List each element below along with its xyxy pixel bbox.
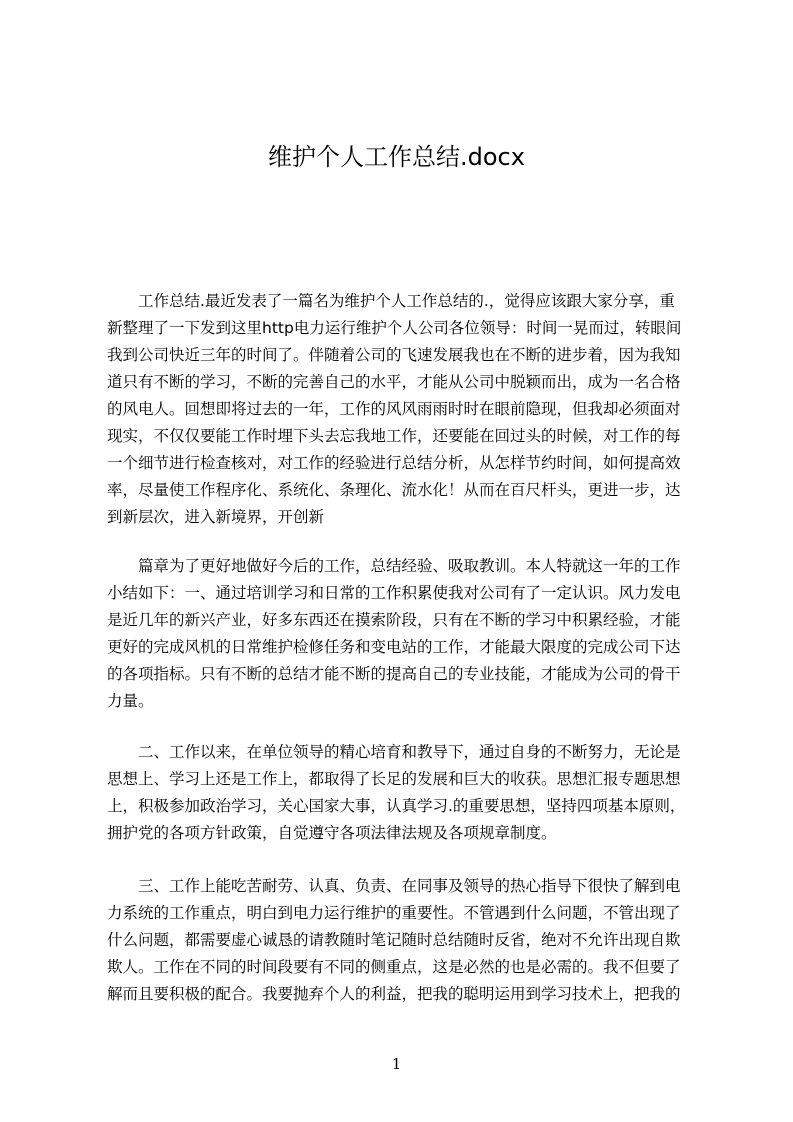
paragraph-1 bbox=[107, 288, 699, 531]
document-title: 维护个人工作总结.docx bbox=[268, 143, 525, 171]
text-line: 道只有不断的学习，不断的完善自己的水平，才能从公司中脱颖而出，成为一名合格 bbox=[107, 373, 681, 391]
page-number: 1 bbox=[391, 1055, 402, 1073]
text-line: 力量。 bbox=[107, 692, 154, 710]
text-line: 上，积极参加政治学习，关心国家大事，认真学习.的重要思想，坚持四项基本原则， bbox=[107, 797, 686, 815]
text-line: 率，尽量使工作程序化、系统化、条理化、流水化！从而在百尺杆头，更进一步，达 bbox=[107, 481, 681, 499]
text-line: 解而且要积极的配合。我要抛弃个人的利益，把我的聪明运用到学习技术上，把我的 bbox=[107, 985, 681, 1003]
text-line: 我到公司快近三年的时间了。伴随着公司的飞速发展我也在不断的进步着，因为我知 bbox=[107, 346, 681, 364]
text-line: 的风电人。回想即将过去的一年，工作的风风雨雨时时在眼前隐现，但我却必须面对 bbox=[107, 400, 681, 418]
text-line: 什么问题，都需要虚心诚恳的请教随时笔记随时总结随时反省，绝对不允许出现自欺 bbox=[107, 931, 681, 949]
text-line: 一个细节进行检查核对，对工作的经验进行总结分析，从怎样节约时间，如何提高效 bbox=[107, 454, 681, 472]
text-line: 的各项指标。只有不断的总结才能不断的提高自己的专业技能，才能成为公司的骨干 bbox=[107, 665, 681, 683]
text-line: 新整理了一下发到这里http电力运行维护个人公司各位领导：时间一晃而过，转眼间 bbox=[107, 319, 682, 337]
paragraph-2 bbox=[107, 553, 699, 715]
text-line: 现实，不仅仅要能工作时埋下头去忘我地工作，还要能在回过头的时候，对工作的每 bbox=[107, 427, 681, 445]
text-line: 到新层次，进入新境界，开创新 bbox=[107, 508, 325, 526]
text-line: 二、工作以来，在单位领导的精心培育和教导下，通过自身的不断努力，无论是 bbox=[138, 743, 681, 761]
text-line: 是近几年的新兴产业，好多东西还在摸索阶段，只有在不断的学习中积累经验，才能 bbox=[107, 611, 681, 629]
paragraph-3 bbox=[107, 739, 699, 847]
text-line: 拥护党的各项方针政策，自觉遵守各项法律法规及各项规章制度。 bbox=[107, 824, 557, 842]
text-line: 工作总结.最近发表了一篇名为维护个人工作总结的.，觉得应该跟大家分享，重 bbox=[138, 292, 675, 310]
paragraph-4 bbox=[107, 873, 699, 1008]
text-line: 力系统的工作重点，明白到电力运行维护的重要性。不管遇到什么问题，不管出现了 bbox=[107, 904, 681, 922]
text-line: 思想上、学习上还是工作上，都取得了长足的发展和巨大的收获。思想汇报专题思想 bbox=[107, 770, 681, 788]
text-line: 三、工作上能吃苦耐劳、认真、负责、在同事及领导的热心指导下很快了解到电 bbox=[138, 877, 681, 895]
text-line: 更好的完成风机的日常维护检修任务和变电站的工作，才能最大限度的完成公司下达 bbox=[107, 638, 681, 656]
text-line: 篇章为了更好地做好今后的工作，总结经验、吸取教训。本人特就这一年的工作 bbox=[138, 557, 681, 575]
text-line: 小结如下：一、通过培训学习和日常的工作积累使我对公司有了一定认识。风力发电 bbox=[107, 584, 681, 602]
text-line: 欺人。工作在不同的时间段要有不同的侧重点，这是必然的也是必需的。我不但要了 bbox=[107, 958, 681, 976]
